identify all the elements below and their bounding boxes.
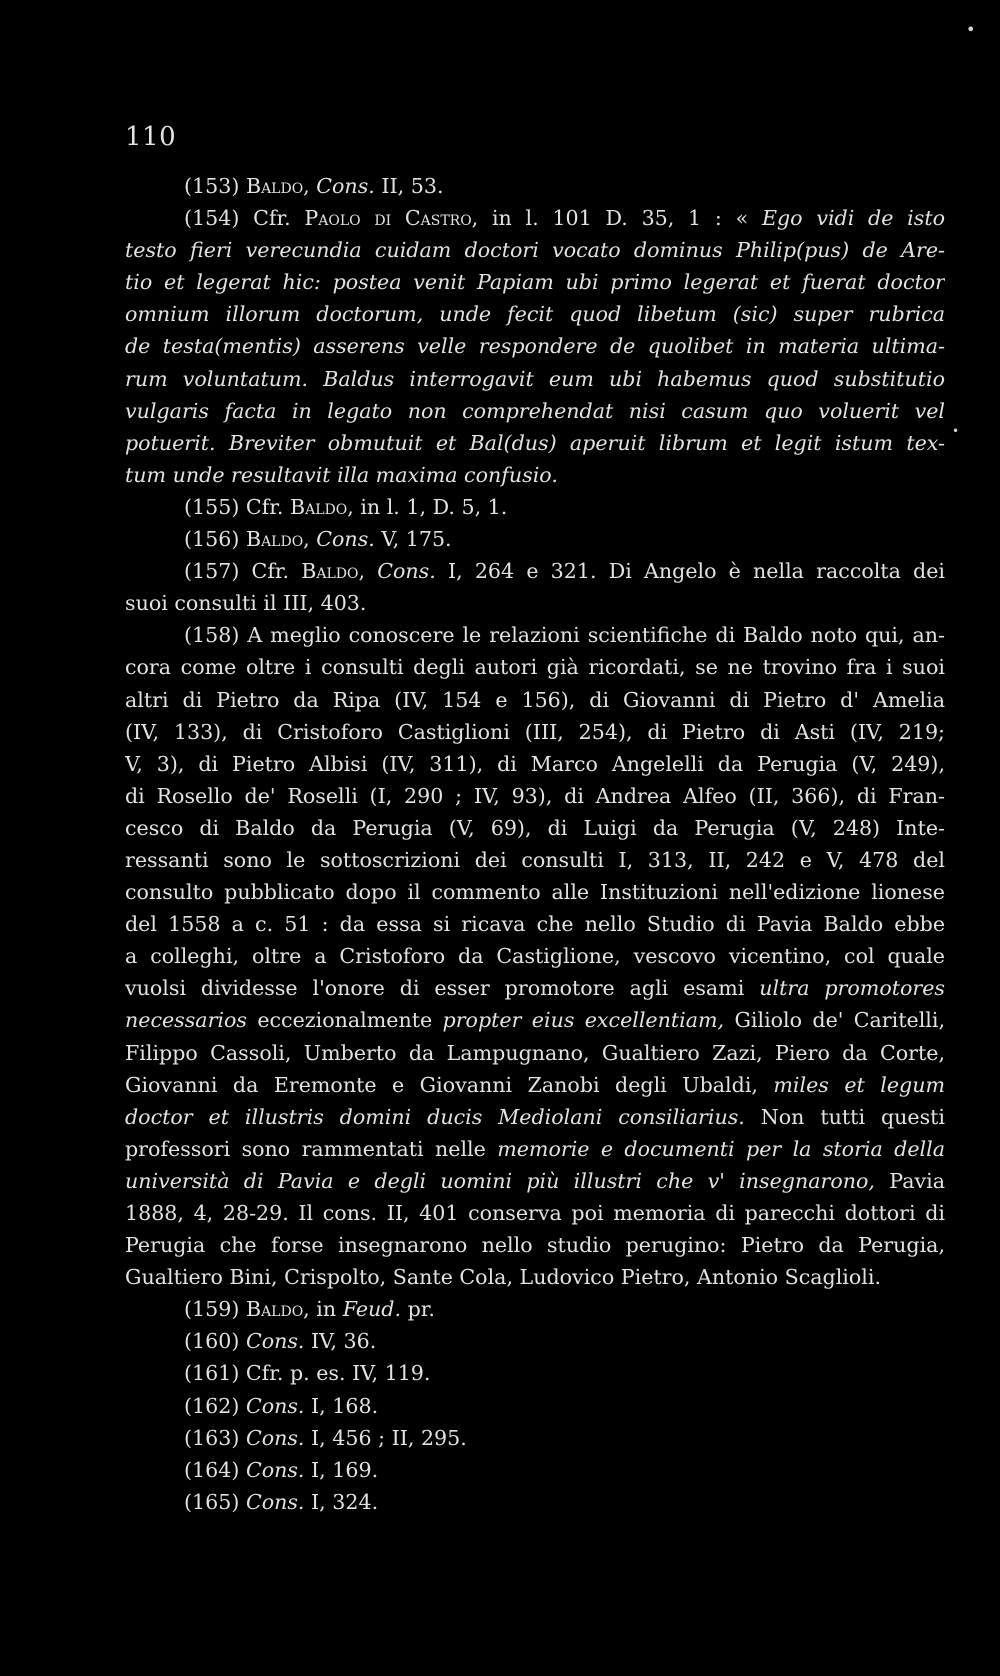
text-run: Cons. xyxy=(245,1425,305,1450)
text-run xyxy=(365,559,377,583)
text-run: Perugia che forse insegnarono nello studio perugino: Pietro da Perugia, xyxy=(125,1233,945,1258)
text-line xyxy=(125,523,945,555)
text-run: Baldo, xyxy=(245,174,310,198)
text-line xyxy=(125,1037,945,1069)
text-line xyxy=(125,427,945,459)
text-run: necessarios xyxy=(125,1008,247,1033)
text-run: miles et legum xyxy=(773,1072,945,1097)
text-run: I, 324. xyxy=(304,1489,379,1514)
text-run: Cons. xyxy=(316,527,375,552)
text-run: vulgaris facta in legato non comprehendat nisi casum quo voluerit vel xyxy=(125,398,945,423)
text-run: (160) xyxy=(184,1329,246,1354)
text-run: (158) A meglio conoscere le relazioni scientifiche di Baldo noto qui, an- xyxy=(184,623,945,648)
text-line xyxy=(125,940,945,972)
text-run: memorie e documenti per la storia della xyxy=(497,1136,945,1161)
text-line xyxy=(125,1069,945,1101)
text-line xyxy=(125,1004,945,1036)
text-line xyxy=(125,748,945,780)
text-line xyxy=(125,266,945,298)
text-run: Cons. xyxy=(245,1457,305,1482)
text-line xyxy=(125,298,945,330)
text-line xyxy=(125,684,945,716)
text-line xyxy=(125,1293,945,1325)
text-run: tum unde resultavit illa maxima confusio. xyxy=(125,462,558,487)
text-run: in xyxy=(309,1297,343,1322)
text-run: ressanti sono le sottoscrizioni dei consulti I, 313, II, 242 e V, 478 del xyxy=(125,847,945,872)
text-run: (155) Cfr. xyxy=(184,494,290,519)
text-run: Cons. xyxy=(245,1329,305,1354)
text-run: tio et legerat hic: postea venit Papiam ubi primo legerat et fuerat doctor xyxy=(125,270,945,295)
text-line xyxy=(125,908,945,940)
text-run: (IV, 133), di Cristoforo Castiglioni (III, 254), di Pietro di Asti (IV, 219; xyxy=(125,719,945,744)
text-line xyxy=(125,363,945,395)
text-run: (161) Cfr. p. es. IV, 119. xyxy=(184,1361,431,1386)
book-page xyxy=(125,122,945,1518)
text-run: a colleghi, oltre a Cristoforo da Castiglione, vescovo vicentino, col quale xyxy=(125,944,945,969)
text-line xyxy=(125,1229,945,1261)
text-run: (163) xyxy=(184,1425,246,1450)
text-line xyxy=(125,844,945,876)
text-run: potuerit. Breviter obmutuit et Bal(dus) aperuit librum et legit istum tex- xyxy=(125,430,945,455)
text-run: V, 3), di Pietro Albisi (IV, 311), di Marco Angelelli da Perugia (V, 249), xyxy=(125,751,945,776)
text-run: Feud. xyxy=(342,1297,402,1322)
text-line xyxy=(125,330,945,362)
text-run: (157) Cfr. xyxy=(184,559,302,584)
text-line xyxy=(125,1133,945,1165)
text-line xyxy=(125,1325,945,1357)
text-run: suoi consulti il III, 403. xyxy=(125,591,367,616)
text-run: cesco di Baldo da Perugia (V, 69), di Luigi da Perugia (V, 248) Inte- xyxy=(125,815,945,840)
text-run: I, 264 e 321. Di Angelo è nella raccolta dei xyxy=(435,559,945,584)
text-run: Cons. xyxy=(377,559,436,584)
text-line xyxy=(125,459,945,491)
text-run: professori sono rammentati nelle xyxy=(125,1136,498,1161)
text-run: (154) Cfr. xyxy=(184,206,305,231)
text-run: I, 456 ; II, 295. xyxy=(304,1425,467,1450)
text-run: doctor et illustris domini ducis Mediolani consiliarius. xyxy=(125,1104,745,1129)
text-line xyxy=(125,1486,945,1518)
scan-speck-mark: • xyxy=(966,20,976,39)
text-line xyxy=(125,1454,945,1486)
text-run: (165) xyxy=(184,1489,246,1514)
text-run: Cons. xyxy=(316,174,375,198)
text-line xyxy=(125,1390,945,1422)
text-run: 1888, 4, 28-29. Il cons. II, 401 conserva poi memoria di parecchi dottori di xyxy=(125,1201,945,1225)
text-line xyxy=(125,1101,945,1133)
text-line xyxy=(125,1165,945,1197)
text-line xyxy=(125,876,945,908)
text-run: università di Pavia e degli uomini più illustri che v' insegnarono, xyxy=(125,1168,875,1193)
text-run: I, 168. xyxy=(304,1393,379,1418)
text-run: Pavia xyxy=(874,1168,945,1193)
text-line xyxy=(125,780,945,812)
text-line xyxy=(125,1197,945,1229)
text-line xyxy=(125,170,945,202)
text-run: Cons. xyxy=(245,1393,305,1418)
text-line xyxy=(125,716,945,748)
text-line xyxy=(125,202,945,234)
text-run: omnium illorum doctorum, unde fecit quod libetum (sic) super rubrica xyxy=(125,302,945,327)
text-run: V, 175. xyxy=(374,527,452,552)
text-run: Cons. xyxy=(245,1489,305,1514)
text-run: Filippo Cassoli, Umberto da Lampugnano, Gualtiero Zazi, Piero da Corte, xyxy=(125,1040,945,1065)
text-run: Giliolo de' Caritelli, xyxy=(724,1008,945,1033)
text-line xyxy=(125,651,945,683)
text-line xyxy=(125,587,945,619)
text-run: Baldo, xyxy=(245,527,310,552)
text-run: cora come oltre i consulti degli autori già ricordati, se ne trovino fra i suoi xyxy=(125,655,945,680)
text-run: pr. xyxy=(401,1297,435,1322)
text-run: propter eius excellentiam, xyxy=(442,1008,725,1033)
text-run: IV, 36. xyxy=(304,1329,377,1354)
text-run: consulto pubblicato dopo il commento alle Instituzioni nell'edizione lionese xyxy=(125,880,945,905)
text-run: Baldo, xyxy=(301,559,366,584)
text-run: in l. 1, D. 5, 1. xyxy=(353,494,508,519)
text-run: ultra promotores xyxy=(759,976,945,1001)
text-run: Paolo di Castro, xyxy=(304,206,479,231)
text-run: (159) xyxy=(184,1297,246,1322)
text-run: Giovanni da Eremonte e Giovanni Zanobi degli Ubaldi, xyxy=(125,1072,774,1097)
text-run: vuolsi dividesse l'onore di esser promotore agli esami xyxy=(125,976,760,1001)
text-run: testo fieri verecundia cuidam doctori vocato dominus Philip(pus) de Are- xyxy=(125,238,945,263)
text-run: del 1558 a c. 51 : da essa si ricava che nello Studio di Pavia Baldo ebbe xyxy=(125,912,945,937)
text-run: in l. 101 D. 35, 1 : « xyxy=(478,206,762,231)
footnotes xyxy=(125,170,945,1518)
text-line xyxy=(125,491,945,523)
text-line xyxy=(125,555,945,587)
margin-bullet-mark: • xyxy=(952,424,960,438)
text-run: rum voluntatum. Baldus interrogavit eum ubi habemus quod substitutio xyxy=(125,366,945,391)
text-run: (164) xyxy=(184,1457,246,1482)
text-run: Gualtiero Bini, Crispolto, Sante Cola, Ludovico Pietro, Antonio Scaglioli. xyxy=(125,1265,881,1290)
text-run: (162) xyxy=(184,1393,246,1418)
text-run: (156) xyxy=(184,527,246,552)
text-line xyxy=(125,1422,945,1454)
text-line xyxy=(125,972,945,1004)
text-run: (153) xyxy=(184,174,246,198)
text-run: Baldo, xyxy=(245,1297,310,1322)
page-number: 110 xyxy=(125,122,177,152)
text-line xyxy=(125,1261,945,1293)
text-run: altri di Pietro da Ripa (IV, 154 e 156), di Giovanni di Pietro d' Amelia xyxy=(125,687,945,712)
text-line xyxy=(125,619,945,651)
text-run: de testa(mentis) asserens velle respondere de quolibet in materia ultima- xyxy=(125,334,945,359)
text-line xyxy=(125,1357,945,1389)
text-line xyxy=(125,395,945,427)
text-line xyxy=(125,234,945,266)
text-run: Non tutti questi xyxy=(744,1104,945,1129)
text-run: II, 53. xyxy=(374,174,444,198)
text-run: di Rosello de' Roselli (I, 290 ; IV, 93), di Andrea Alfeo (II, 366), di Fran- xyxy=(125,783,945,808)
text-run: eccezionalmente xyxy=(246,1008,443,1033)
text-run: Baldo, xyxy=(289,494,354,519)
text-line xyxy=(125,812,945,844)
text-run: Ego vidi de isto xyxy=(761,206,945,231)
text-run: I, 169. xyxy=(304,1457,379,1482)
